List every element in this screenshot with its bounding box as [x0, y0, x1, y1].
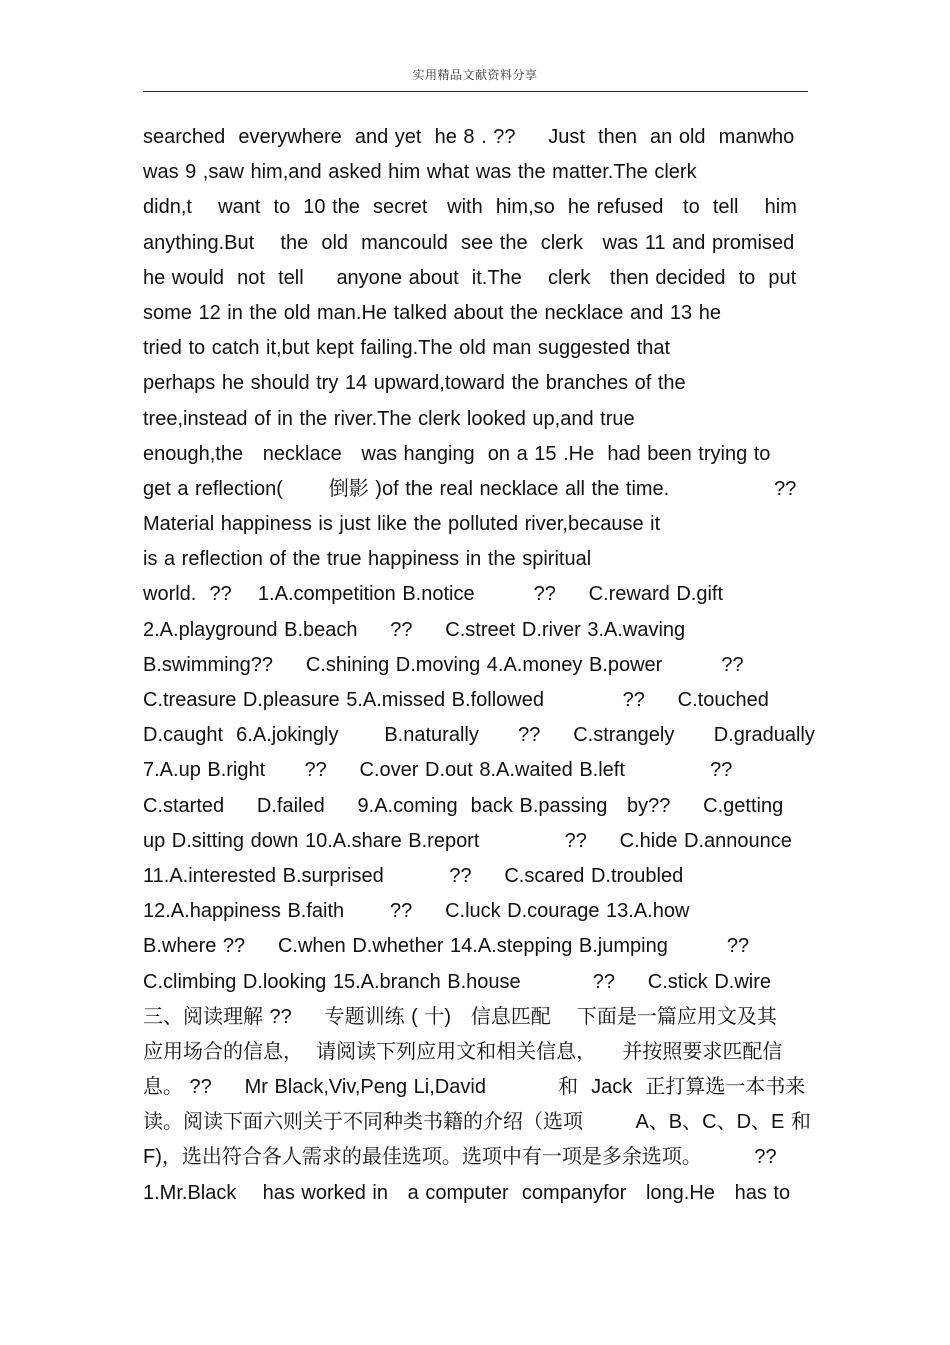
text-line: C.started D.failed 9.A.coming back B.passing by?? C.getting	[143, 794, 784, 817]
text-line: 三、阅读理解 ?? 专题训练 ( 十) 信息匹配 下面是一篇应用文及其	[143, 1005, 777, 1028]
text-line: tried to catch it,but kept failing.The old man suggested that	[143, 337, 671, 360]
text-line: searched everywhere and yet he 8 . ?? Just then an old manwho	[143, 126, 795, 148]
text-line: C.climbing D.looking 15.A.branch B.house ?? C.stick D.wire	[143, 970, 772, 993]
text-line: was 9 ,saw him,and asked him what was the matter.The clerk	[143, 161, 697, 184]
text-line: some 12 in the old man.He talked about the necklace and 13 he	[143, 301, 721, 324]
text-line: enough,the necklace was hanging on a 15 .He had been trying to	[143, 442, 771, 465]
text-line: perhaps he should try 14 upward,toward the branches of the	[143, 372, 686, 395]
text-line: world. ?? 1.A.competition B.notice ?? C.reward D.gift	[143, 583, 724, 606]
text-line: B.swimming?? C.shining D.moving 4.A.money B.power ??	[143, 653, 744, 676]
text-line: B.where ?? C.when D.whether 14.A.stepping B.jumping ??	[143, 935, 750, 958]
text-line: D.caught 6.A.jokingly B.naturally ?? C.strangely D.gradually	[143, 724, 815, 747]
text-line: he would not tell anyone about it.The clerk then decided to put	[143, 266, 797, 289]
text-line: anything.But the old mancould see the clerk was 11 and promised	[143, 231, 795, 254]
text-line: 11.A.interested B.surprised ?? C.scared D.troubled	[143, 864, 684, 887]
text-line: tree,instead of in the river.The clerk looked up,and true	[143, 407, 635, 430]
text-line: 7.A.up B.right ?? C.over D.out 8.A.waited B.left ??	[143, 759, 733, 782]
document-body	[143, 120, 823, 1211]
text-line: didn,t want to 10 the secret with him,so he refused to tell him	[143, 196, 797, 219]
text-line: 12.A.happiness B.faith ?? C.luck D.courage 13.A.how	[143, 900, 690, 923]
text-line: is a reflection of the true happiness in the spiritual	[143, 548, 592, 571]
text-line: C.treasure D.pleasure 5.A.missed B.followed ?? C.touched	[143, 689, 769, 711]
text-line: get a reflection( 倒影 )of the real necklace all the time. ??	[143, 477, 797, 500]
text-line: 读。阅读下面六则关于不同种类书籍的介绍（选项 A、B、C、D、E 和	[143, 1111, 811, 1134]
page-header: 实用精品文献资料分享	[412, 68, 538, 82]
text-line: 应用场合的信息， 请阅读下列应用文和相关信息， 并按照要求匹配信	[143, 1040, 783, 1063]
text-line: up D.sitting down 10.A.share B.report ?? C.hide D.announce	[143, 829, 792, 852]
text-line: F)，选出符合各人需求的最佳选项。选项中有一项是多余选项。 ??	[143, 1146, 777, 1169]
text-line: 息。 ?? Mr Black,Viv,Peng Li,David 和 Jack 正打算选一本书来	[143, 1076, 806, 1099]
text-line: 1.Mr.Black has worked in a computer companyfor long.He has to	[143, 1181, 791, 1204]
header-divider	[143, 91, 808, 92]
text-line: Material happiness is just like the polluted river,because it	[143, 513, 661, 536]
text-line: 2.A.playground B.beach ?? C.street D.river 3.A.waving	[143, 618, 686, 641]
